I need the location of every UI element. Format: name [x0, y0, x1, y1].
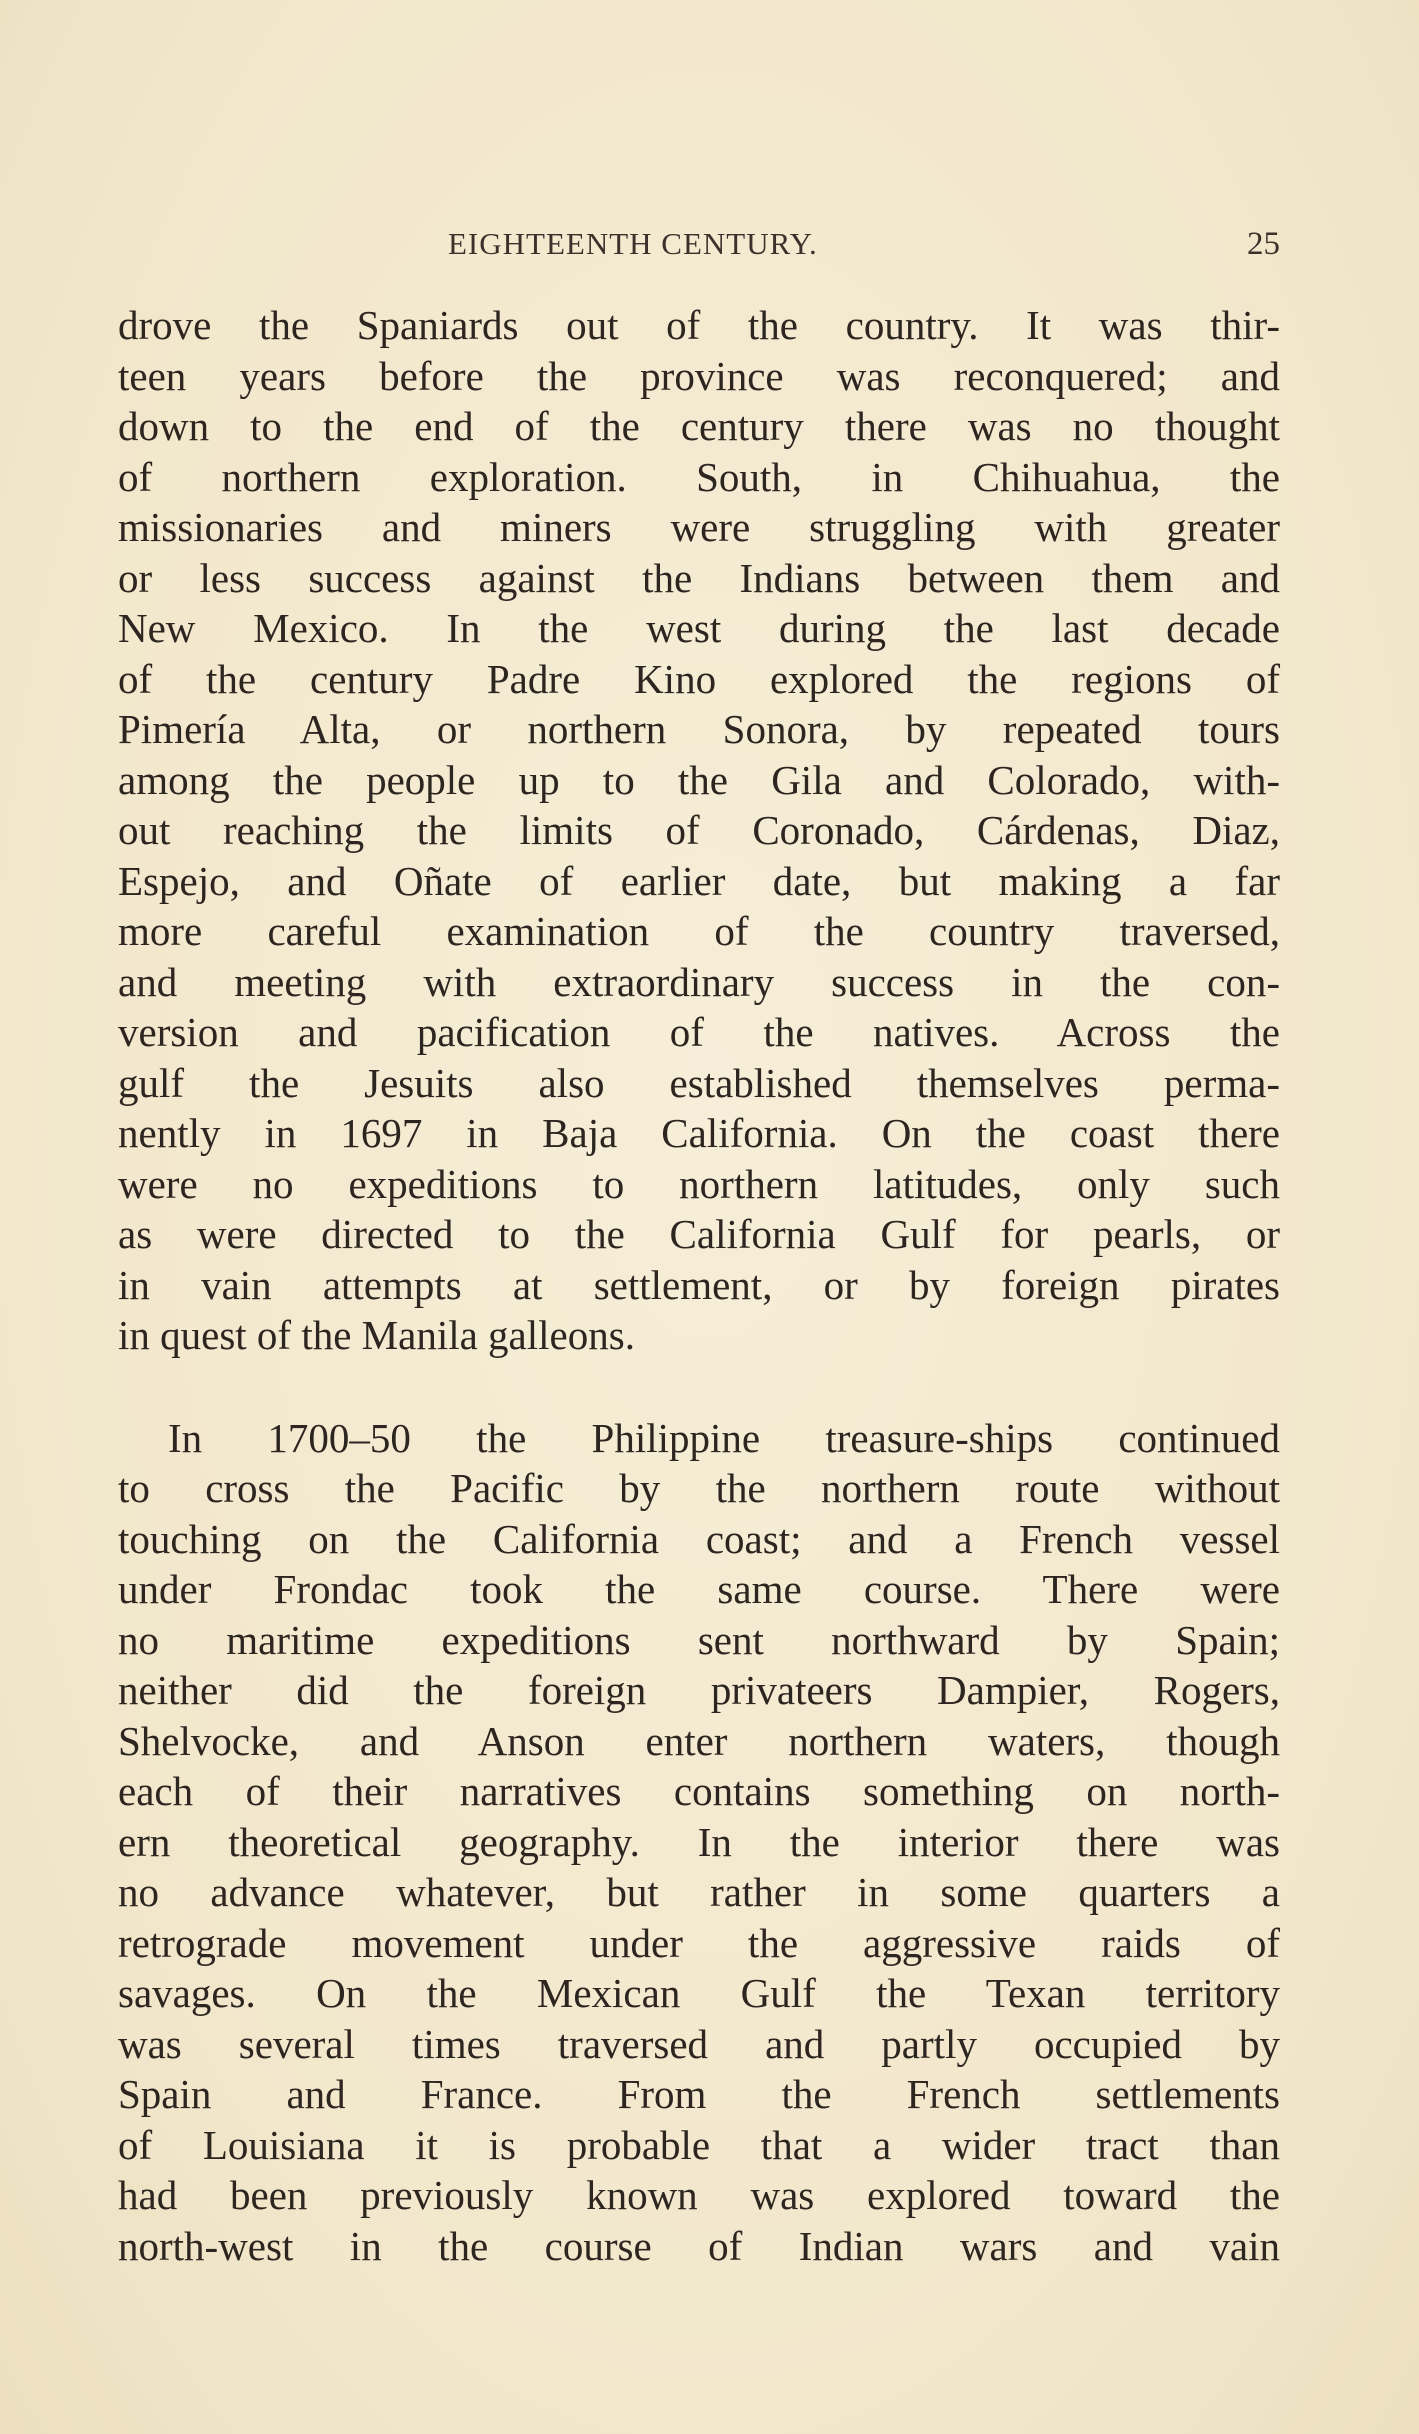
text-line: savages. On the Mexican Gulf the Texan territory [118, 1970, 1280, 2016]
running-head [118, 226, 1280, 276]
paragraph-gap [118, 1361, 1280, 1413]
text-line: in vain attempts at settlement, or by foreign pirates [118, 1261, 1280, 1308]
text-line: of the century Padre Kino explored the regions of [118, 655, 1280, 702]
text-line: teen years before the province was reconquered; and [118, 352, 1280, 399]
text-line: retrograde movement under the aggressive raids of [118, 1919, 1280, 1966]
text-line: ern theoretical geography. In the interior there was [118, 1818, 1280, 1865]
text-line: out reaching the limits of Coronado, Cárdenas, Diaz, [118, 807, 1280, 853]
text-line: Spain and France. From the French settlements [118, 2071, 1280, 2117]
text-line: gulf the Jesuits also established themselves perma- [118, 1059, 1280, 1106]
text-line: north-west in the course of Indian wars and vain [118, 2222, 1280, 2269]
text-line: of northern exploration. South, in Chihuahua, the [118, 453, 1280, 500]
text-line: no advance whatever, but rather in some quarters a [118, 1869, 1280, 1915]
text-line: were no expeditions to northern latitudes, only such [118, 1160, 1280, 1207]
text-line: under Frondac took the same course. There were [118, 1566, 1280, 1612]
text-line: version and pacification of the natives. Across the [118, 1009, 1280, 1055]
text-line: as were directed to the California Gulf for pearls, or [118, 1211, 1280, 1257]
text-line: each of their narratives contains something on north- [118, 1768, 1280, 1814]
text-line: In 1700–50 the Philippine treasure-ships continued [168, 1414, 1280, 1461]
text-line: New Mexico. In the west during the last decade [118, 605, 1280, 651]
text-line: or less success against the Indians between them and [118, 554, 1280, 601]
text-line: more careful examination of the country traversed, [118, 908, 1280, 954]
paragraph-1 [118, 300, 1280, 1361]
text-line: Pimería Alta, or northern Sonora, by repeated tours [118, 706, 1280, 752]
running-title: EIGHTEENTH CENTURY. [448, 226, 818, 261]
text-line: to cross the Pacific by the northern route without [118, 1465, 1280, 1511]
text-line: had been previously known was explored toward the [118, 2172, 1280, 2218]
text-line: drove the Spaniards out of the country. It was thir- [118, 302, 1280, 348]
text-line: in quest of the Manila galleons. [118, 1312, 635, 1358]
body-text [118, 300, 1280, 2271]
text-line: nently in 1697 in Baja California. On the coast there [118, 1110, 1280, 1156]
text-line: Espejo, and Oñate of earlier date, but making a far [118, 857, 1280, 904]
text-line: Shelvocke, and Anson enter northern waters, though [118, 1717, 1280, 1764]
text-line: among the people up to the Gila and Colorado, with- [118, 756, 1280, 803]
text-line: of Louisiana it is probable that a wider tract than [118, 2121, 1280, 2168]
paragraph-2 [118, 1413, 1280, 2272]
text-line: was several times traversed and partly occupied by [118, 2020, 1280, 2067]
page-number: 25 [1247, 226, 1280, 262]
text-line: and meeting with extraordinary success in the con- [118, 958, 1280, 1005]
text-line: down to the end of the century there was no thought [118, 403, 1280, 449]
text-line: touching on the California coast; and a French vessel [118, 1515, 1280, 1562]
text-line: no maritime expeditions sent northward by Spain; [118, 1616, 1280, 1663]
text-line: missionaries and miners were struggling with greater [118, 504, 1280, 550]
text-line: neither did the foreign privateers Dampier, Rogers, [118, 1667, 1280, 1713]
